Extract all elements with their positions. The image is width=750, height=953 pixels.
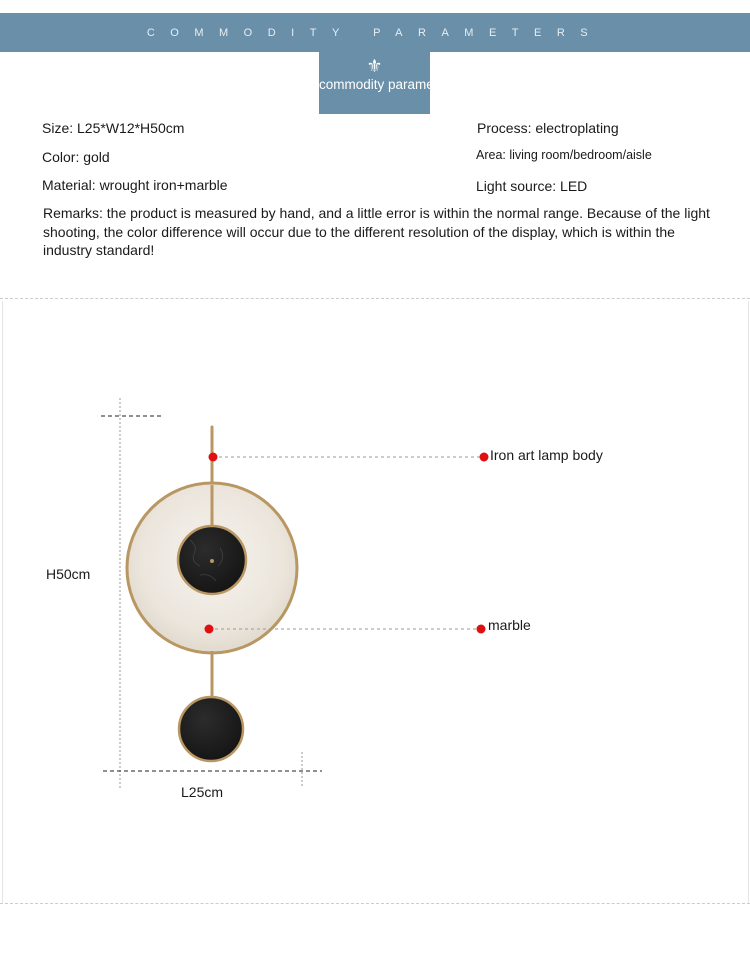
- pendulum-disc: [179, 697, 243, 761]
- callout-lamp-body: Iron art lamp body: [490, 447, 603, 463]
- banner-title: COMMODITY PARAMETERS: [146, 26, 604, 39]
- lamp-body-marker-end: [480, 453, 489, 462]
- height-label: H50cm: [46, 566, 91, 582]
- section-tab-label: commodity parameters: [319, 77, 457, 92]
- param-area: Area: living room/bedroom/aisle: [476, 148, 652, 162]
- param-color: Color: gold: [42, 149, 110, 165]
- marble-marker-start: [205, 625, 214, 634]
- marble-marker-end: [477, 625, 486, 634]
- param-size: Size: L25*W12*H50cm: [42, 120, 185, 136]
- param-material: Material: wrought iron+marble: [42, 177, 228, 193]
- callout-marble: marble: [488, 617, 531, 633]
- center-pin: [210, 559, 214, 563]
- param-light-source: Light source: LED: [476, 178, 588, 194]
- param-process: Process: electroplating: [477, 120, 619, 136]
- length-label: L25cm: [181, 784, 224, 800]
- lamp-body-marker-start: [209, 453, 218, 462]
- fleur-de-lis-icon: ⚜: [366, 56, 383, 76]
- remarks-text: Remarks: the product is measured by hand, and a little error is within the normal range. Because of the light shooting, the color difference will occur due to the different resolution of the display, which is within the industry standard!: [43, 205, 710, 258]
